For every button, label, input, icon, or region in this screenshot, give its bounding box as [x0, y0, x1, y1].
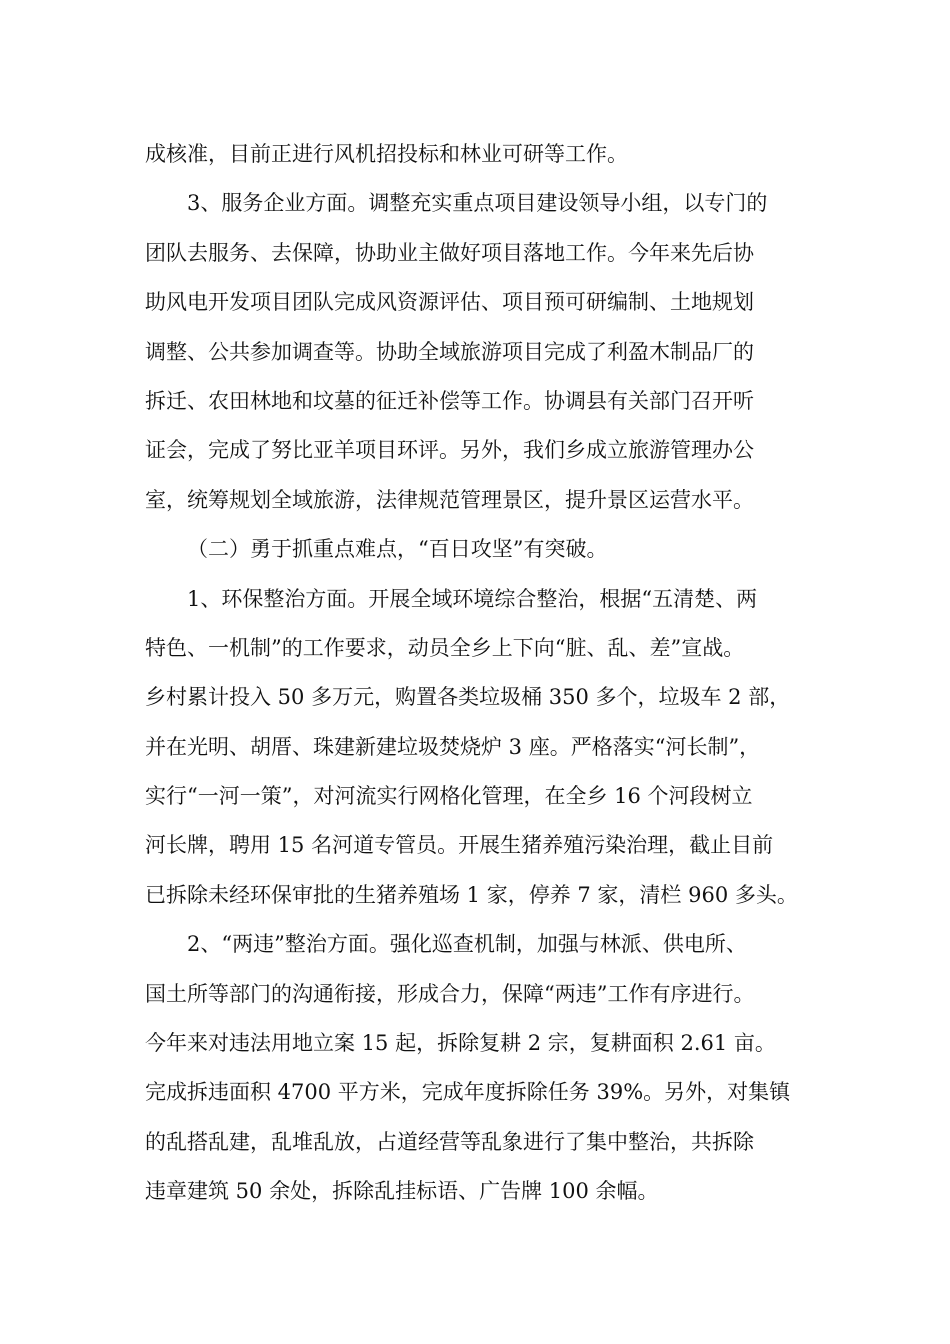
paragraph-line: 今年来对违法用地立案 15 起，拆除复耕 2 宗，复耕面积 2.61 亩。	[145, 1031, 776, 1056]
paragraph-line: 特色、一机制”的工作要求，动员全乡上下向“脏、乱、差”宣战。	[145, 635, 745, 660]
paragraph-line: 成核准，目前正进行风机招投标和林业可研等工作。	[145, 142, 628, 166]
paragraph-line: 违章建筑 50 余处，拆除乱挂标语、广告牌 100 余幅。	[145, 1179, 659, 1204]
paragraph-line: 的乱搭乱建，乱堆乱放，占道经营等乱象进行了集中整治，共拆除	[145, 1129, 754, 1154]
paragraph-line: 完成拆违面积 4700 平方米，完成年度拆除任务 39%。另外，对集镇	[145, 1080, 791, 1105]
paragraph-line: 国土所等部门的沟通衔接，形成合力，保障“两违”工作有序进行。	[145, 981, 755, 1006]
paragraph-line: 室，统筹规划全域旅游，法律规范管理景区，提升景区运营水平。	[145, 487, 754, 512]
paragraph-line: 团队去服务、去保障，协助业主做好项目落地工作。今年来先后协	[145, 240, 754, 265]
paragraph-line: 乡村累计投入 50 多万元，购置各类垃圾桶 350 多个，垃圾车 2 部，	[145, 685, 791, 710]
paragraph-line: 并在光明、胡厝、珠建新建垃圾焚烧炉 3 座。严格落实“河长制”，	[145, 734, 761, 759]
paragraph-line: 2、“两违”整治方面。强化巡查机制，加强与林派、供电所、	[187, 932, 747, 957]
section-heading: （二）勇于抓重点难点，“百日攻坚”有突破。	[187, 537, 608, 562]
paragraph-line: 河长牌，聘用 15 名河道专管员。开展生猪养殖污染治理，截止目前	[145, 833, 774, 858]
paragraph-line: 拆迁、农田林地和坟墓的征迁补偿等工作。协调县有关部门召开听	[145, 388, 754, 413]
document-body	[145, 130, 805, 1217]
paragraph-line: 已拆除未经环保审批的生猪养殖场 1 家，停养 7 家，清栏 960 多头。	[145, 882, 798, 907]
paragraph-line: 证会，完成了努比亚羊项目环评。另外，我们乡成立旅游管理办公	[145, 438, 754, 463]
paragraph-line: 3、服务企业方面。调整充实重点项目建设领导小组，以专门的	[187, 191, 768, 216]
paragraph-line: 助风电开发项目团队完成风资源评估、项目预可研编制、土地规划	[145, 290, 754, 315]
paragraph-line: 调整、公共参加调查等。协助全域旅游项目完成了利盈木制品厂的	[145, 339, 754, 364]
paragraph-line: 实行“一河一策”，对河流实行网格化管理，在全乡 16 个河段树立	[145, 784, 753, 809]
paragraph-line: 1、环保整治方面。开展全域环境综合整治，根据“五清楚、两	[187, 586, 758, 611]
